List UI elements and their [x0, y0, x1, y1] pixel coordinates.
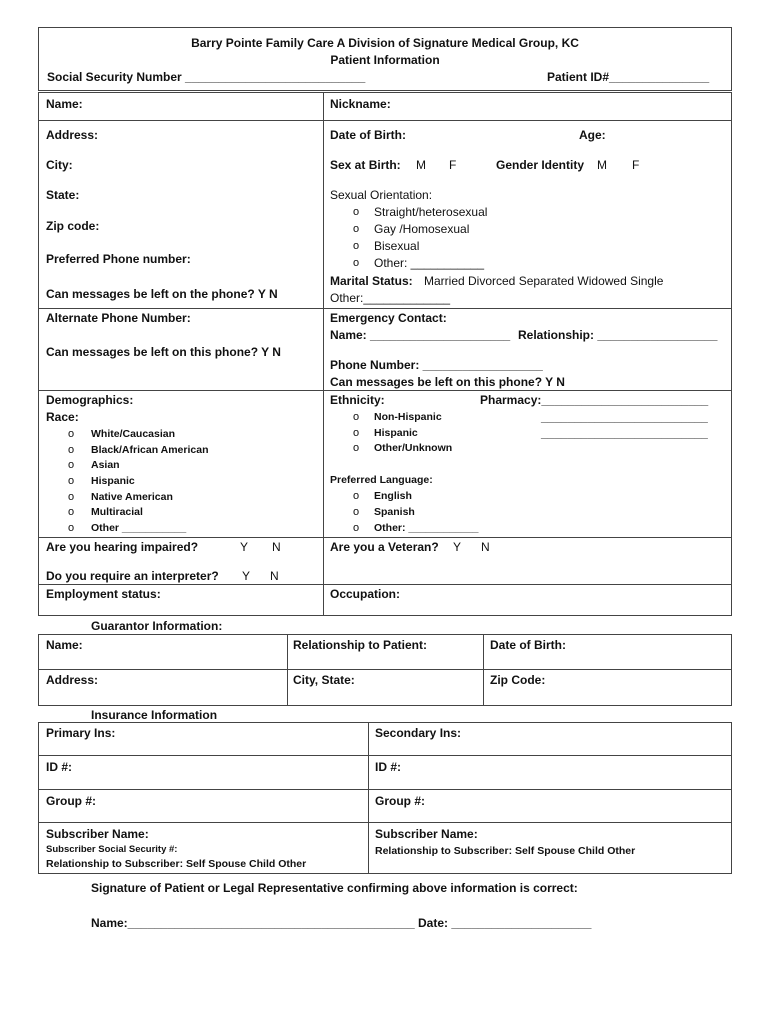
- bullet: o: [353, 490, 360, 502]
- city-field[interactable]: City:: [46, 158, 73, 172]
- orientation-option[interactable]: Straight/heterosexual: [374, 205, 488, 219]
- nickname-field[interactable]: Nickname:: [330, 97, 391, 111]
- patient-id-field[interactable]: Patient ID#_______________: [547, 70, 710, 84]
- guarantor-zip-field[interactable]: Zip Code:: [490, 673, 546, 687]
- alternate-phone-field[interactable]: Alternate Phone Number:: [46, 311, 191, 325]
- primary-insurance-field[interactable]: Primary Ins:: [46, 726, 116, 740]
- demographics-label: Demographics:: [46, 393, 134, 407]
- orientation-option[interactable]: Other: ___________: [374, 256, 485, 270]
- name-field[interactable]: Name:: [46, 97, 83, 111]
- insurance-title: Insurance Information: [91, 708, 218, 722]
- guarantor-dob-field[interactable]: Date of Birth:: [490, 638, 566, 652]
- preferred-language-label: Preferred Language:: [330, 474, 433, 486]
- gender-identity-label: Gender Identity: [496, 158, 585, 172]
- divider: [287, 634, 288, 706]
- race-option[interactable]: Asian: [91, 459, 120, 471]
- bullet: o: [353, 442, 360, 454]
- divider: [368, 722, 369, 874]
- ethnicity-option[interactable]: Non-Hispanic: [374, 411, 442, 423]
- race-option[interactable]: Other ___________: [91, 522, 187, 534]
- bullet: o: [68, 428, 75, 440]
- gender-f-option[interactable]: F: [632, 158, 640, 172]
- bullet: o: [68, 491, 75, 503]
- divider: [38, 669, 732, 670]
- ethnicity-option[interactable]: Other/Unknown: [374, 442, 453, 454]
- bullet: o: [353, 206, 360, 218]
- primary-subscriber-name-field[interactable]: Subscriber Name:: [46, 827, 149, 841]
- bullet: o: [353, 522, 360, 534]
- pharmacy-line[interactable]: _________________________: [541, 410, 708, 424]
- primary-id-field[interactable]: ID #:: [46, 760, 73, 774]
- emergency-contact-label: Emergency Contact:: [330, 311, 447, 325]
- primary-subscriber-ssn-field[interactable]: Subscriber Social Security #:: [46, 844, 178, 855]
- race-option[interactable]: White/Caucasian: [91, 428, 176, 440]
- sexual-orientation-label: Sexual Orientation:: [330, 188, 433, 202]
- secondary-id-field[interactable]: ID #:: [375, 760, 402, 774]
- interpreter-yes-option[interactable]: Y: [242, 569, 251, 583]
- guarantor-address-field[interactable]: Address:: [46, 673, 99, 687]
- secondary-group-field[interactable]: Group #:: [375, 794, 425, 808]
- guarantor-city-state-field[interactable]: City, State:: [293, 673, 355, 687]
- primary-group-field[interactable]: Group #:: [46, 794, 96, 808]
- ethnicity-option[interactable]: Hispanic: [374, 427, 418, 439]
- emergency-relationship-field[interactable]: Relationship: __________________: [518, 328, 718, 342]
- race-option[interactable]: Black/African American: [91, 444, 209, 456]
- divider: [483, 634, 484, 706]
- sex-at-birth-label: Sex at Birth:: [330, 158, 401, 172]
- divider: [38, 120, 732, 121]
- sex-f-option[interactable]: F: [449, 158, 457, 172]
- form-title: Patient Information: [330, 53, 440, 67]
- language-option[interactable]: Other: ____________: [374, 522, 479, 534]
- language-option[interactable]: English: [374, 490, 412, 502]
- signature-confirmation: Signature of Patient or Legal Representative confirming above information is correct:: [91, 881, 578, 895]
- bullet: o: [68, 522, 75, 534]
- signature-name-date-field[interactable]: Name:___________________________________________ Date: _____________________: [91, 916, 592, 930]
- secondary-insurance-field[interactable]: Secondary Ins:: [375, 726, 462, 740]
- state-field[interactable]: State:: [46, 188, 80, 202]
- messages-this-phone-question[interactable]: Can messages be left on this phone? Y N: [46, 345, 281, 359]
- secondary-subscriber-name-field[interactable]: Subscriber Name:: [375, 827, 478, 841]
- dob-field[interactable]: Date of Birth:: [330, 128, 406, 142]
- bullet: o: [353, 240, 360, 252]
- occupation-field[interactable]: Occupation:: [330, 587, 401, 601]
- marital-other-field[interactable]: Other:_____________: [330, 291, 451, 305]
- pharmacy-field[interactable]: Pharmacy:_________________________: [480, 393, 709, 407]
- clinic-name: Barry Pointe Family Care A Division of Signature Medical Group, KC: [191, 36, 579, 50]
- divider: [38, 308, 732, 309]
- divider: [38, 584, 732, 585]
- veteran-no-option[interactable]: N: [481, 540, 490, 554]
- orientation-option[interactable]: Bisexual: [374, 239, 420, 253]
- hearing-impaired-question: Are you hearing impaired?: [46, 540, 199, 554]
- bullet: o: [68, 444, 75, 456]
- divider: [38, 789, 732, 790]
- race-option[interactable]: Multiracial: [91, 506, 143, 518]
- bullet: o: [353, 411, 360, 423]
- bullet: o: [68, 459, 75, 471]
- hearing-yes-option[interactable]: Y: [240, 540, 249, 554]
- guarantor-name-field[interactable]: Name:: [46, 638, 83, 652]
- primary-relationship-to-subscriber[interactable]: Relationship to Subscriber: Self Spouse Child Other: [46, 858, 307, 870]
- secondary-relationship-to-subscriber[interactable]: Relationship to Subscriber: Self Spouse Child Other: [375, 845, 636, 857]
- gender-m-option[interactable]: M: [597, 158, 607, 172]
- zip-field[interactable]: Zip code:: [46, 219, 100, 233]
- divider: [38, 537, 732, 538]
- messages-phone-question[interactable]: Can messages be left on the phone? Y N: [46, 287, 278, 301]
- bullet: o: [353, 427, 360, 439]
- preferred-phone-field[interactable]: Preferred Phone number:: [46, 252, 191, 266]
- veteran-yes-option[interactable]: Y: [453, 540, 462, 554]
- orientation-option[interactable]: Gay /Homosexual: [374, 222, 470, 236]
- age-field[interactable]: Age:: [579, 128, 606, 142]
- marital-status-options[interactable]: Married Divorced Separated Widowed Single: [424, 274, 664, 288]
- race-option[interactable]: Native American: [91, 491, 173, 503]
- bullet: o: [353, 257, 360, 269]
- veteran-question: Are you a Veteran?: [330, 540, 439, 554]
- bullet: o: [68, 475, 75, 487]
- emergency-phone-field[interactable]: Phone Number: __________________: [330, 358, 543, 372]
- bullet: o: [68, 506, 75, 518]
- bullet: o: [353, 506, 360, 518]
- interpreter-question: Do you require an interpreter?: [46, 569, 219, 583]
- emergency-name-field[interactable]: Name: _____________________: [330, 328, 511, 342]
- address-field[interactable]: Address:: [46, 128, 99, 142]
- ethnicity-label: Ethnicity:: [330, 393, 385, 407]
- pharmacy-line[interactable]: _________________________: [541, 426, 708, 440]
- interpreter-no-option[interactable]: N: [270, 569, 279, 583]
- bullet: o: [353, 223, 360, 235]
- marital-status-label: Marital Status:: [330, 274, 413, 288]
- divider: [38, 755, 732, 756]
- hearing-no-option[interactable]: N: [272, 540, 281, 554]
- guarantor-relationship-field[interactable]: Relationship to Patient:: [293, 638, 428, 652]
- employment-status-field[interactable]: Employment status:: [46, 587, 161, 601]
- sex-m-option[interactable]: M: [416, 158, 426, 172]
- language-option[interactable]: Spanish: [374, 506, 415, 518]
- guarantor-title: Guarantor Information:: [91, 619, 223, 633]
- divider: [38, 390, 732, 391]
- race-label: Race:: [46, 410, 79, 424]
- race-option[interactable]: Hispanic: [91, 475, 135, 487]
- emergency-messages-question[interactable]: Can messages be left on this phone? Y N: [330, 375, 565, 389]
- ssn-field[interactable]: Social Security Number ___________________________: [47, 70, 366, 84]
- divider: [38, 822, 732, 823]
